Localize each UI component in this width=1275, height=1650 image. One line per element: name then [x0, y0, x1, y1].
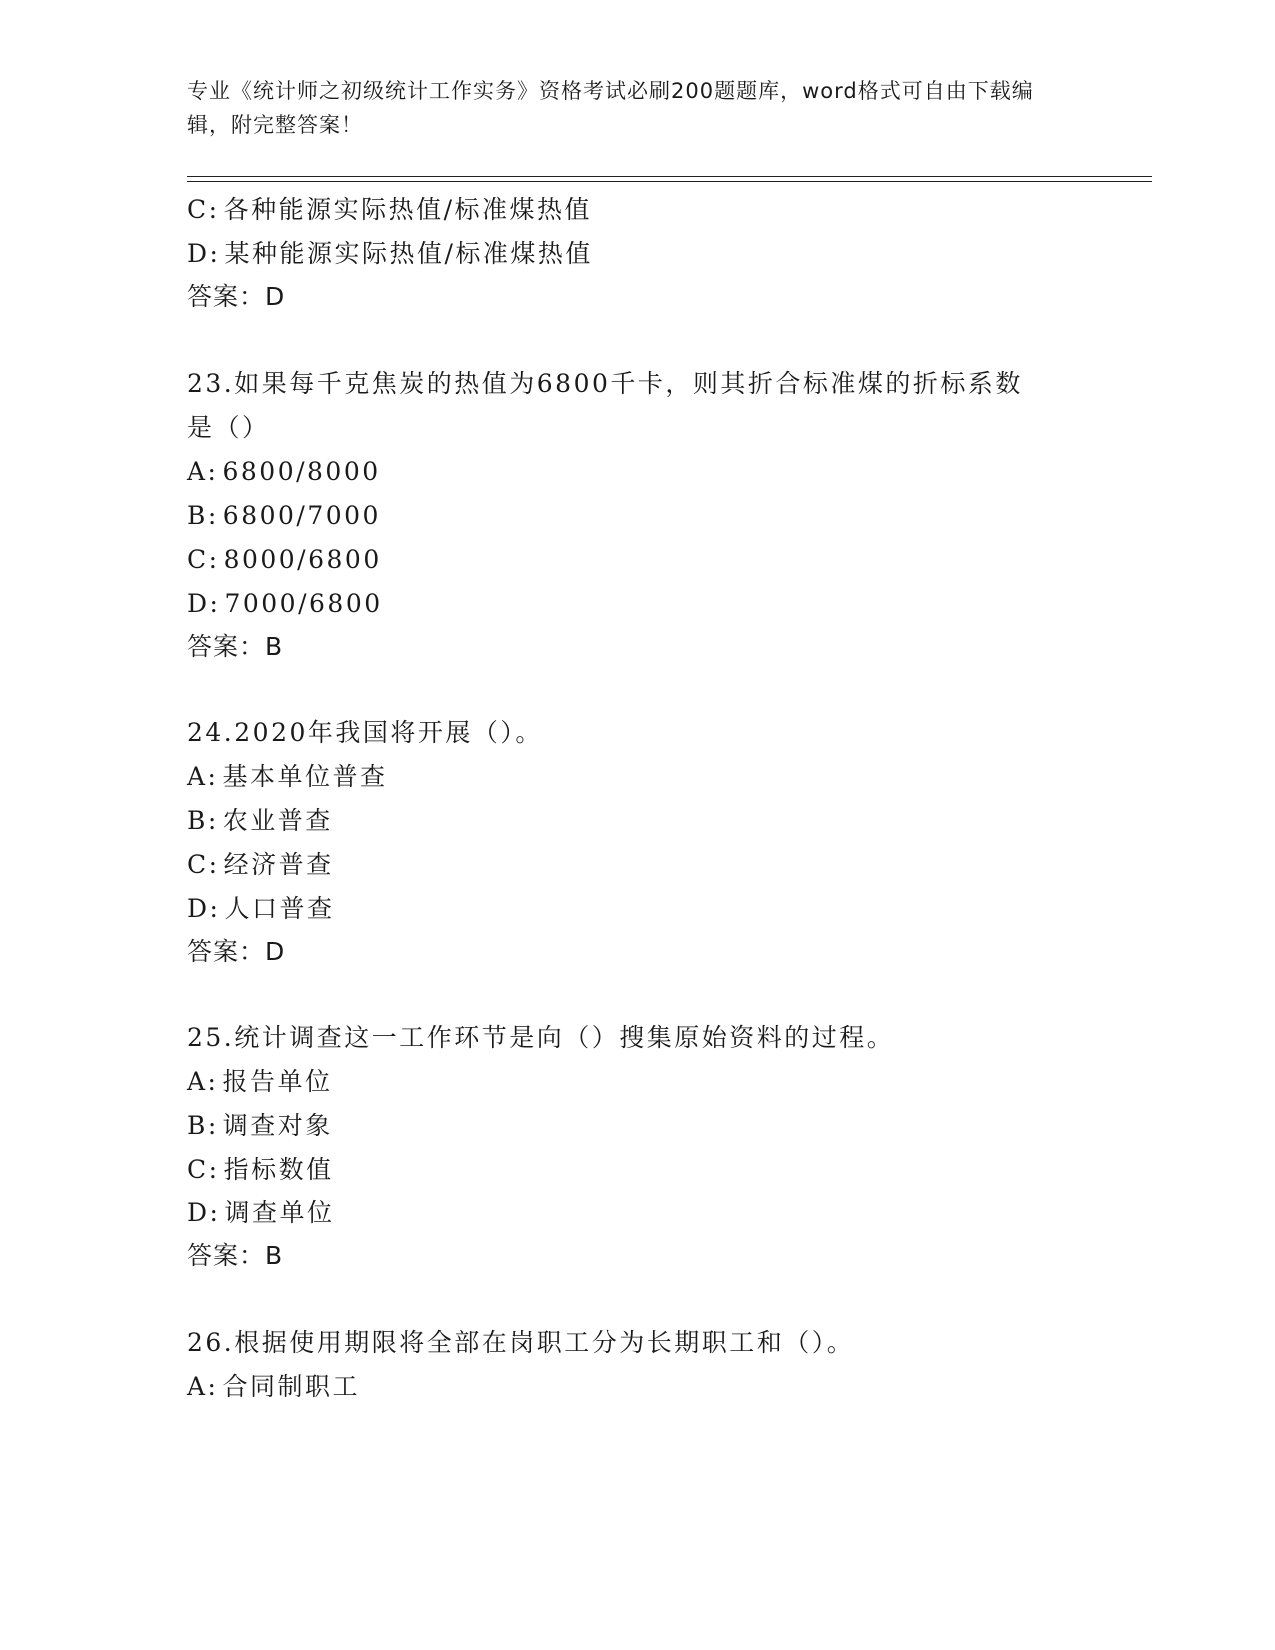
question-23-stem: 23.如果每千克焦炭的热值为6800千卡，则其折合标准煤的折标系数	[187, 369, 1023, 398]
option-c: C: 各种能源实际热值/标准煤热值	[187, 195, 592, 224]
option-d: D: 某种能源实际热值/标准煤热值	[187, 239, 593, 268]
option-a: A: 报告单位	[187, 1067, 333, 1096]
header-divider-top	[187, 176, 1152, 177]
option-d: D: 人口普查	[187, 894, 335, 923]
answer-line: 答案：B	[187, 632, 284, 661]
answer-line: 答案：D	[187, 282, 286, 311]
answer-line: 答案：B	[187, 1241, 284, 1270]
option-b: B: 调查对象	[187, 1111, 333, 1140]
option-d: D: 7000/6800	[187, 589, 383, 618]
question-24-stem: 24.2020年我国将开展（）。	[187, 718, 543, 747]
option-a: A: 6800/8000	[187, 457, 381, 486]
option-c: C: 指标数值	[187, 1155, 334, 1184]
question-26-stem: 26.根据使用期限将全部在岗职工分为长期职工和（）。	[187, 1328, 855, 1357]
option-a: A: 合同制职工	[187, 1372, 360, 1401]
answer-line: 答案：D	[187, 937, 286, 966]
option-a: A: 基本单位普查	[187, 762, 388, 791]
question-23-stem-cont: 是（）	[187, 413, 270, 442]
document-header: 专业《统计师之初级统计工作实务》资格考试必刷200题题库，word格式可自由下载编辑，附完整答案！	[187, 79, 1034, 137]
option-b: B: 农业普查	[187, 806, 333, 835]
question-25-stem: 25.统计调查这一工作环节是向（）搜集原始资料的过程。	[187, 1023, 895, 1052]
header-divider-bottom	[187, 181, 1152, 182]
option-b: B: 6800/7000	[187, 501, 381, 530]
option-d: D: 调查单位	[187, 1198, 335, 1227]
option-c: C: 8000/6800	[187, 545, 382, 574]
option-c: C: 经济普查	[187, 850, 334, 879]
